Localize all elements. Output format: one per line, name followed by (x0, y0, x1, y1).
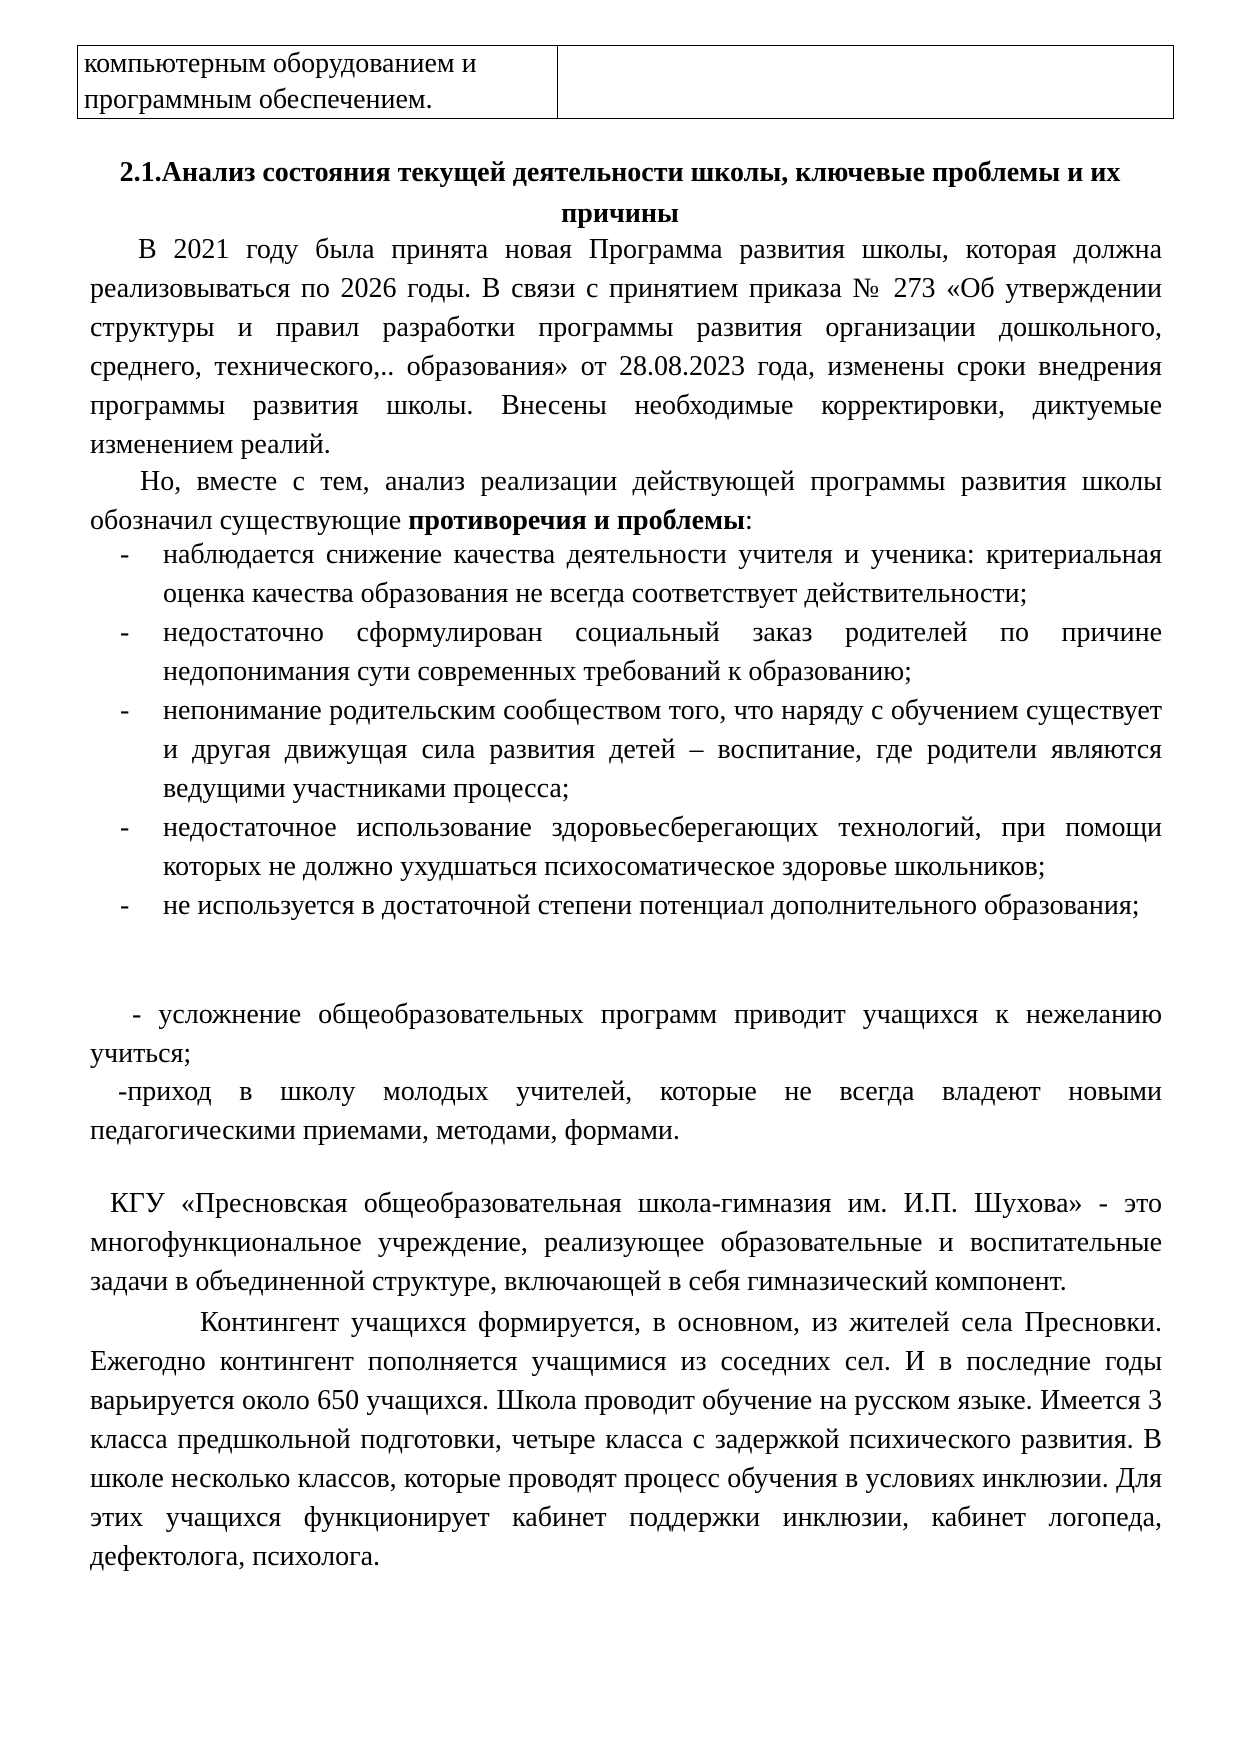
table-row (78, 46, 1174, 119)
problems-list (120, 535, 1162, 925)
paragraph-student-body: Контингент учащихся формируется, в основном, из жителей села Пресновки. Ежегодно контингент пополняется учащимися из соседних сел. И в последние годы варьируется около 650 учащихся. Школа проводит обучение на русском языке. Имеется 3 класса предшкольной подготовки, четыре класса с задержкой психического развития. В школе несколько классов, которые проводят процесс обучения в условиях инклюзии. Для этих учащихся функционирует кабинет поддержки инклюзии, кабинет логопеда, дефектолога, психолога. (90, 1307, 1162, 1572)
paragraph-complex-programs: - усложнение общеобразовательных программ приводит учащихся к нежеланию учиться; (90, 999, 1162, 1069)
list-item-text: недостаточное использование здоровьесберегающих технологий, при помощи которых не должно ухудшаться психосоматическое здоровье школьников; (163, 812, 1162, 882)
list-dash: - (120, 812, 130, 843)
intro-colon: : (744, 505, 753, 536)
list-dash: - (120, 617, 130, 648)
continuation-table (77, 45, 1174, 119)
paragraph-program-history: В 2021 году была принята новая Программа развития школы, которая должна реализовываться по 2026 годы. В связи с принятием приказа № 273 «Об утверждении структуры и правил разработки программы развития организации дошкольного, среднего, технического,.. образования» от 28.08.2023 года, изменены сроки внедрения программы развития школы. Внесены необходимые корректировки, диктуемые изменением реалий. (90, 234, 1162, 460)
paragraph-contradictions-intro (90, 462, 1162, 540)
intro-bold-text: противоречия и проблемы (408, 505, 745, 536)
list-item (120, 613, 1162, 691)
list-dash: - (120, 539, 130, 570)
list-item (120, 535, 1162, 613)
list-item-text: непонимание родительским сообществом того, что наряду с обучением существует и другая движущая сила развития детей – воспитание, где родители являются ведущими участниками процесса; (163, 695, 1162, 804)
table-cell-left: компьютерным оборудованием и программным обеспечением. (78, 46, 558, 119)
intro-text: Но, вместе с тем, анализ реализации действующей программы развития школы обозначил существующие (90, 466, 1162, 536)
paragraph-school-description: КГУ «Пресновская общеобразовательная школа-гимназия им. И.П. Шухова» - это многофункциональное учреждение, реализующее образовательные и воспитательные задачи в объединенной структуре, включающей в себя гимназический компонент. (90, 1188, 1162, 1297)
list-item (120, 691, 1162, 808)
paragraph-young-teachers: -приход в школу молодых учителей, которые не всегда владеют новыми педагогическими приемами, методами, формами. (90, 1076, 1162, 1146)
list-dash: - (120, 890, 130, 921)
list-item-text: не используется в достаточной степени потенциал дополнительного образования; (163, 890, 1140, 921)
list-item-text: наблюдается снижение качества деятельности учителя и ученика: критериальная оценка качества образования не всегда соответствует действительности; (163, 539, 1162, 609)
table-cell-right (558, 46, 1174, 119)
list-item (120, 808, 1162, 886)
list-dash: - (120, 695, 130, 726)
list-item-text: недостаточно сформулирован социальный заказ родителей по причине недопонимания сути современных требований к образованию; (163, 617, 1162, 687)
list-item (120, 886, 1162, 925)
section-heading: 2.1.Анализ состояния текущей деятельности школы, ключевые проблемы и их причины (119, 157, 1121, 229)
